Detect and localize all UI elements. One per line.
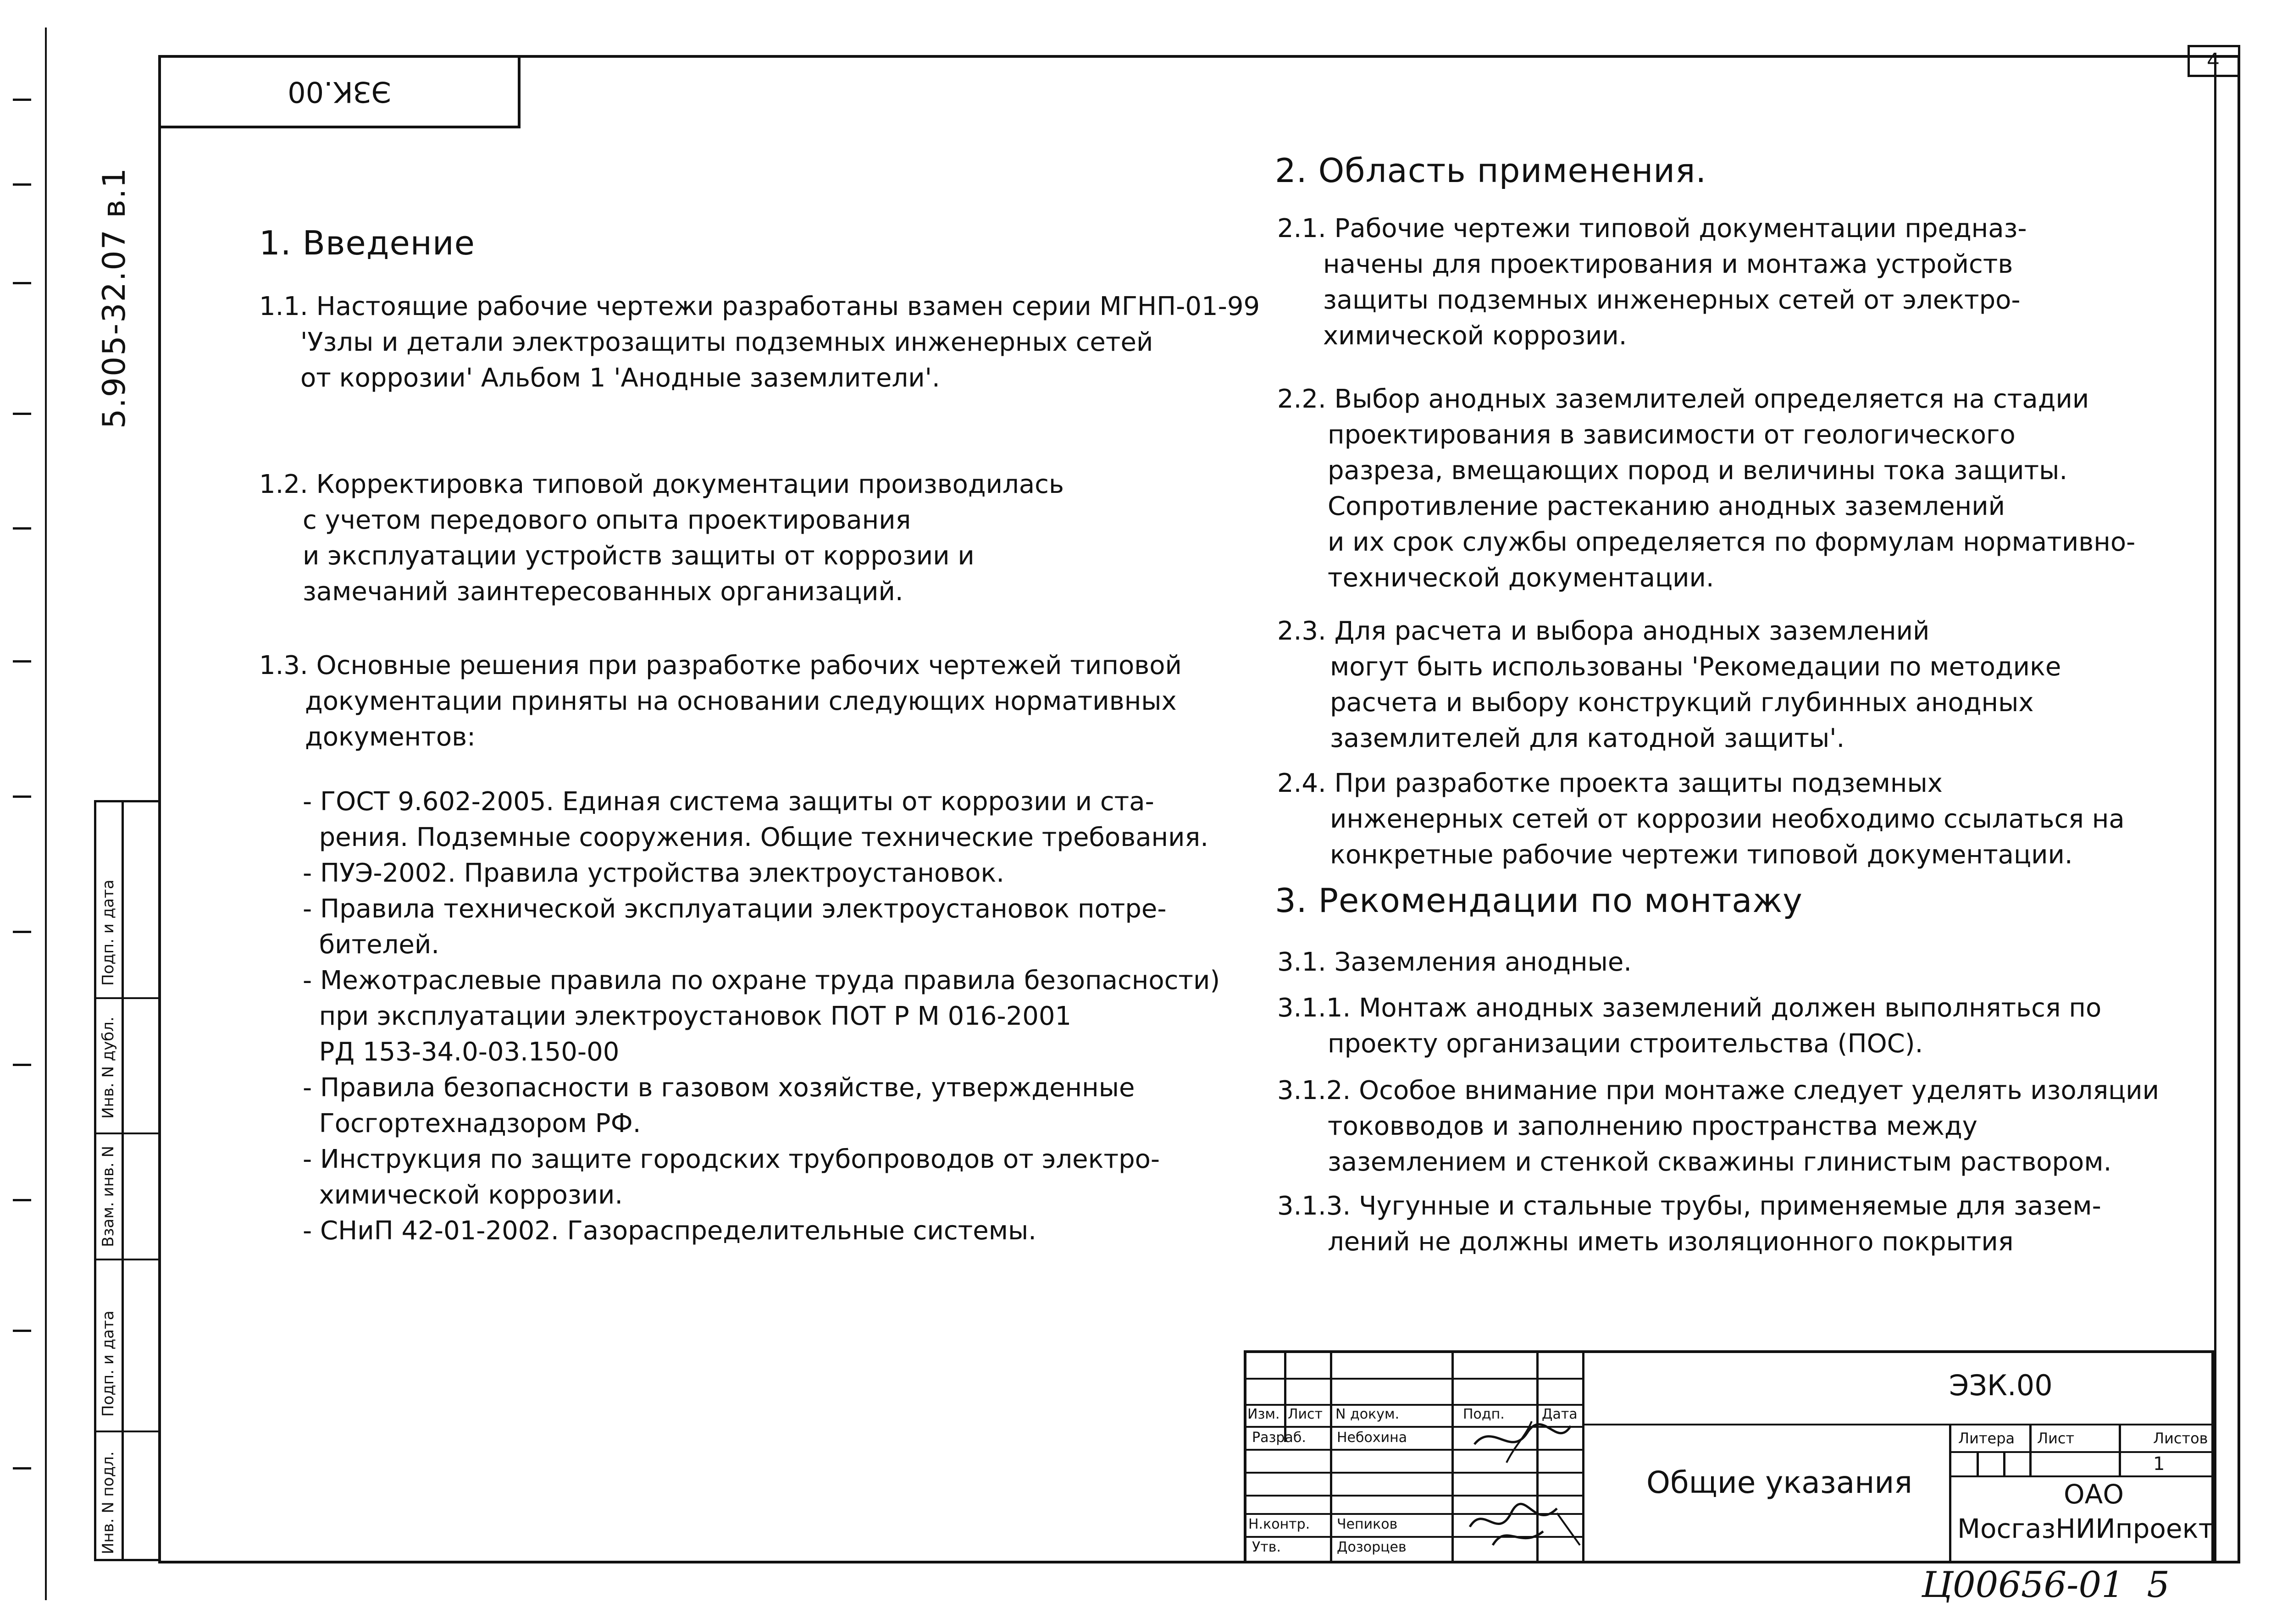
tb-header-ndoc: N докум. (1335, 1406, 1400, 1422)
binding-tick (13, 282, 31, 284)
handwritten-footer: Ц00656-01 5 (1922, 1564, 2170, 1606)
binding-edge-line (45, 28, 47, 1600)
tb-sheets-label: Листов (2153, 1430, 2208, 1447)
list-item: - Правила технической эксплуатации электроустановок потре- (303, 894, 1167, 924)
text-line: 1.2. Корректировка типовой документации производилась (259, 470, 1064, 499)
tb-litera-label: Литера (1958, 1430, 2015, 1447)
paragraph-1-3 (259, 648, 1182, 755)
text-line: 1.3. Основные решения при разработке рабочих чертежей типовой (259, 651, 1182, 680)
text-line: начены для проектирования и монтажа устройств (1323, 249, 2013, 279)
text-line: инженерных сетей от коррозии необходимо ссылаться на (1330, 804, 2125, 834)
text-line: могут быть использованы 'Рекомедации по методике (1330, 652, 2061, 682)
tb-role: Разраб. (1252, 1430, 1306, 1446)
list-item: - ГОСТ 9.602-2005. Единая система защиты от коррозии и ста- (303, 787, 1154, 817)
stamp-label: Взам. инв. N (99, 1146, 117, 1247)
tb-line (1949, 1475, 2214, 1477)
text-line: лений не должны иметь изоляционного покрытия (1328, 1227, 2014, 1257)
text-line: с учетом передового опыта проектирования (303, 505, 911, 535)
section-3-title: 3. Рекомендации по монтажу (1275, 881, 1803, 920)
list-item: - Правила безопасности в газовом хозяйстве, утвержденные (303, 1073, 1135, 1103)
side-stamp-row-line (94, 997, 161, 999)
tb-line (2029, 1424, 2032, 1475)
frame-right-inner-line (2214, 55, 2216, 1563)
stamp-label: Подп. и дата (99, 1310, 117, 1417)
binding-tick (13, 527, 31, 530)
text-line: расчета и выбору конструкций глубинных анодных (1330, 688, 2034, 718)
text-line: проекту организации строительства (ПОС). (1328, 1029, 1923, 1059)
text-line: 3.1.1. Монтаж анодных заземлений должен выполняться по (1277, 993, 2102, 1023)
text-line: разреза, вмещающих пород и величины тока защиты. (1328, 456, 2068, 486)
binding-tick (13, 660, 31, 663)
paragraph-3-1: 3.1. Заземления анодные. (1277, 947, 1632, 977)
text-line: технической документации. (1328, 563, 1714, 593)
binding-tick (13, 1330, 31, 1332)
paragraph-3-1-2 (1277, 1073, 2159, 1180)
text-line: 2.3. Для расчета и выбора анодных заземлений (1277, 616, 1930, 646)
stamp-label: Подп. и дата (99, 879, 117, 986)
tb-sheets-count: 1 (2153, 1453, 2165, 1475)
binding-tick (13, 1064, 31, 1066)
list-item: бителей. (303, 930, 440, 960)
text-line: 1.1. Настоящие рабочие чертежи разработаны взамен серии МГНП-01-99 (259, 292, 1260, 321)
paragraph-2-4 (1277, 766, 2125, 873)
binding-tick (13, 795, 31, 798)
text-line: токовводов и заполнению пространства между (1328, 1111, 1977, 1141)
text-line: 3.1.2. Особое внимание при монтаже следует уделять изоляции (1277, 1076, 2160, 1105)
text-line: 2.1. Рабочие чертежи типовой документации предназ- (1277, 214, 2027, 243)
text-line: и их срок службы определяется по формулам нормативно- (1328, 527, 2136, 557)
text-line: и эксплуатации устройств защиты от коррозии и (303, 541, 975, 571)
list-item: химической коррозии. (303, 1180, 623, 1210)
series-number: 5.905-32.07 в.1 (96, 167, 133, 429)
binding-tick (13, 99, 31, 101)
side-stamp-row-line (94, 1431, 161, 1432)
list-item: - СНиП 42-01-2002. Газораспределительные системы. (303, 1216, 1036, 1246)
stamp-label: Инв. N подл. (99, 1451, 117, 1554)
tb-header-podp: Подп. (1463, 1406, 1505, 1422)
text-line: заземлением и стенкой скважины глинистым раствором. (1328, 1147, 2112, 1177)
tb-header-data: Дата (1542, 1406, 1578, 1422)
normative-docs-list (303, 784, 1220, 1249)
tb-description: Общие указания (1646, 1465, 1912, 1500)
text-line: документов: (305, 722, 476, 752)
paragraph-1-1 (259, 289, 1260, 396)
text-line: проектирования в зависимости от геологического (1328, 420, 2016, 450)
text-line: 2.4. При разработке проекта защиты подземных (1277, 768, 1943, 798)
stamp-label: Инв. N дубл. (99, 1016, 117, 1119)
tb-line (1949, 1451, 2214, 1453)
tb-org-line1: ОАО (2064, 1479, 2124, 1510)
side-stamp-divider (122, 800, 124, 1561)
tb-line (1284, 1350, 1286, 1442)
paragraph-2-1 (1277, 211, 2027, 354)
paragraph-3-1-3 (1277, 1188, 2101, 1260)
binding-tick (13, 931, 31, 933)
tb-line (2003, 1451, 2005, 1475)
tb-role: Н.контр. (1248, 1516, 1310, 1532)
text-line: замечаний заинтересованных организаций. (303, 577, 903, 607)
tb-header-izm: Изм. (1247, 1406, 1280, 1422)
tb-line (1977, 1451, 1979, 1475)
text-line: от коррозии' Альбом 1 'Анодные заземлители'. (300, 363, 940, 393)
tb-sheet-label: Лист (2037, 1430, 2075, 1447)
tb-role: Утв. (1252, 1539, 1281, 1555)
tb-org-line2: МосгазНИИпроект (1957, 1513, 2214, 1544)
binding-tick (13, 1199, 31, 1201)
signature-scribble (1451, 1394, 1589, 1563)
text-line: защиты подземных инженерных сетей от электро- (1323, 285, 2021, 315)
list-item: рения. Подземные сооружения. Общие технические требования. (303, 823, 1209, 852)
tb-line (1949, 1424, 1951, 1563)
top-code-text: ЭЗК.00 (288, 75, 391, 109)
list-item: Госгортехнадзором РФ. (303, 1109, 641, 1138)
list-item: - Инструкция по защите городских трубопроводов от электро- (303, 1144, 1160, 1174)
tb-doc-code: ЭЗК.00 (1949, 1369, 2053, 1402)
binding-tick (13, 413, 31, 415)
tb-name: Чепиков (1337, 1516, 1398, 1532)
text-line: химической коррозии. (1323, 321, 1627, 351)
text-line: 3.1.3. Чугунные и стальные трубы, применяемые для зазем- (1277, 1191, 2101, 1221)
binding-tick (13, 183, 31, 186)
text-line: конкретные рабочие чертежи типовой документации. (1330, 840, 2073, 870)
binding-tick (13, 1467, 31, 1469)
section-2-title: 2. Область применения. (1275, 151, 1707, 190)
paragraph-2-2 (1277, 381, 2135, 596)
tb-name: Небохина (1337, 1430, 1407, 1446)
list-item: РД 153-34.0-03.150-00 (303, 1037, 620, 1067)
list-item: при эксплуатации электроустановок ПОТ Р М 016-2001 (303, 1001, 1072, 1031)
paragraph-2-3 (1277, 613, 2061, 757)
paragraph-3-1-1 (1277, 990, 2101, 1062)
side-stamp-row-line (94, 1259, 161, 1260)
text-line: Сопротивление растеканию анодных заземлений (1328, 492, 2005, 521)
list-item: - ПУЭ-2002. Правила устройства электроустановок. (303, 858, 1005, 888)
sheet-number: 4 (2207, 49, 2220, 72)
paragraph-1-2 (259, 467, 1064, 610)
side-stamp-row-line (94, 1132, 161, 1134)
tb-line (1330, 1350, 1332, 1563)
tb-line (1244, 1378, 1582, 1380)
text-line: 2.2. Выбор анодных заземлителей определяется на стадии (1277, 384, 2089, 414)
tb-name: Дозорцев (1337, 1539, 1407, 1555)
section-1-title: 1. Введение (259, 224, 475, 262)
tb-header-list: Лист (1288, 1406, 1323, 1422)
text-line: заземлителей для катодной защиты'. (1330, 724, 1845, 753)
text-line: 'Узлы и детали электрозащиты подземных инженерных сетей (300, 327, 1153, 357)
list-item: - Межотраслевые правила по охране труда правила безопасности) (303, 966, 1220, 995)
tb-line (2119, 1424, 2121, 1475)
text-line: документации приняты на основании следующих нормативных (305, 686, 1177, 716)
